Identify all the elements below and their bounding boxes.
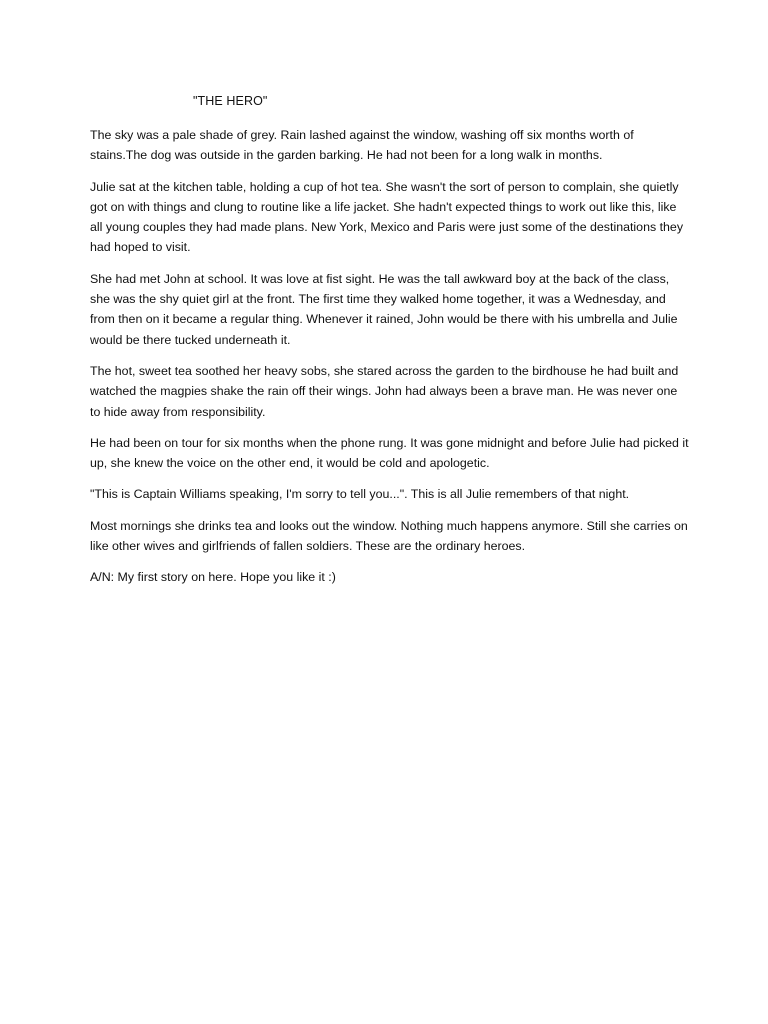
document-body (90, 125, 690, 599)
paragraph-2: Julie sat at the kitchen table, holding a cup of hot tea. She wasn't the sort of person to complain, she quietly got on with things and clung to routine like a life jacket. She hadn't expected things to work out like this, like all young couples they had made plans. New York, Mexico and Paris were just some of the destinations they had hoped to visit. (90, 179, 684, 255)
paragraph-6: "This is Captain Williams speaking, I'm sorry to tell you...". This is all Julie remembers of that night. (90, 487, 630, 502)
paragraph-7: Most mornings she drinks tea and looks out the window. Nothing much happens anymore. Still she carries on like other wives and girlfriends of fallen soldiers. These are the ordinary heroes. (90, 518, 688, 554)
paragraph-1: The sky was a pale shade of grey. Rain lashed against the window, washing off six months worth of stains.The dog was outside in the garden barking. He had not been for a long walk in months. (90, 128, 634, 163)
paragraph-5: He had been on tour for six months when the phone rung. It was gone midnight and before Julie had picked it up, she knew the voice on the other end, it would be cold and apologetic. (90, 435, 689, 471)
author-note: A/N: My first story on here. Hope you like it :) (90, 570, 336, 585)
paragraph-3: She had met John at school. It was love at fist sight. He was the tall awkward boy at the back of the class, she was the shy quiet girl at the front. The first time they walked home together, it was a Wednesday, and from then on it became a regular thing. Whenever it rained, John would be there with his umbrella and Julie would be there tucked underneath it. (90, 271, 678, 347)
paragraph-4: The hot, sweet tea soothed her heavy sobs, she stared across the garden to the birdhouse he had built and watched the magpies shake the rain off their wings. John had always been a brave man. He was never one to hide away from responsibility. (90, 363, 679, 419)
document-title: "THE HERO" (193, 94, 268, 108)
